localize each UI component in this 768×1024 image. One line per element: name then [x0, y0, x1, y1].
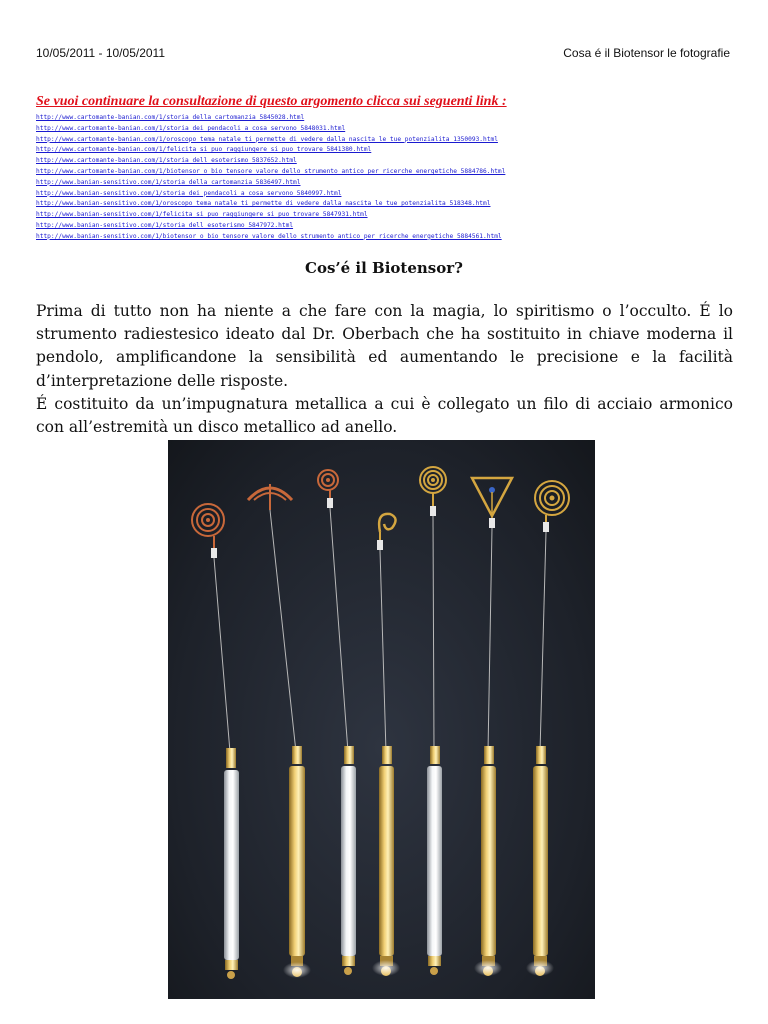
- related-link[interactable]: http://www.cartomante-banian.com/1/storia_dei_pendacoli_a_cosa_servono_5848031.html: [36, 124, 346, 132]
- article-title: Cos’é il Biotensor?: [305, 259, 463, 277]
- list-item: [36, 156, 738, 167]
- article-paragraph: É costituito da un’impugnatura metallica a cui è collegato un filo di acciaio armonico con all’estremità un disco metallico ad anello.: [36, 394, 733, 437]
- list-item: [36, 189, 738, 200]
- list-item: [36, 210, 738, 221]
- list-item: [36, 221, 738, 232]
- related-links-intro: Se vuoi continuare la consultazione di questo argomento clicca sui seguenti link :: [36, 94, 507, 109]
- list-item: [36, 232, 738, 243]
- biotensor-3: [318, 470, 356, 975]
- related-link[interactable]: http://www.cartomante-banian.com/1/storia_della_cartomanzia_5845028.html: [36, 114, 305, 121]
- page-header: [36, 46, 730, 60]
- biotensor-4: [372, 514, 400, 976]
- list-item: [36, 113, 738, 124]
- biotensor-2: [248, 484, 311, 978]
- list-item: [36, 135, 738, 146]
- biotensor-1: [192, 504, 239, 979]
- related-link[interactable]: http://www.banian-sensitivo.com/1/storia_dell_esoterismo_5847972.html: [36, 221, 294, 229]
- biotensor-photo: [168, 440, 595, 999]
- article-body: [36, 300, 733, 439]
- related-link[interactable]: http://www.cartomante-banian.com/1/felicita_si_puo_raggiungere_si_puo_trovare_5841380.html: [36, 146, 372, 154]
- related-links-section: [36, 94, 738, 243]
- article-paragraph: Prima di tutto non ha niente a che fare con la magia, lo spiritismo o l’occulto. É lo strumento radiestesico ideato dal Dr. Oberbach che ha sostituito in chiave moderna il pendolo, amplificandone la sensibilità ed aumentando le precisione e la facilità d’interpretazione delle risposte.: [36, 302, 733, 390]
- list-item: [36, 167, 738, 178]
- date-range: 10/05/2011 - 10/05/2011: [36, 46, 165, 60]
- related-link[interactable]: http://www.cartomante-banian.com/1/biotensor_o_bio_tensore_valore_dello_strumento_antico_per_ricerche_energetiche_5884786.html: [36, 167, 506, 175]
- related-links-list: [36, 113, 738, 243]
- biotensor-5: [420, 467, 446, 975]
- related-link[interactable]: http://www.banian-sensitivo.com/1/biotensor_o_bio_tensore_valore_dello_strumento_antico_per_ricerche_energetiche_5884561.html: [36, 232, 502, 240]
- related-link[interactable]: http://www.banian-sensitivo.com/1/storia_della_cartomanzia_5836497.html: [36, 178, 301, 186]
- related-link[interactable]: http://www.banian-sensitivo.com/1/storia_dei_pendacoli_a_cosa_servono_5840997.html: [36, 189, 342, 197]
- biotensor-6: [472, 478, 512, 976]
- related-link[interactable]: http://www.banian-sensitivo.com/1/felicita_si_puo_raggiungere_si_puo_trovare_5847931.html: [36, 211, 368, 219]
- related-link[interactable]: http://www.cartomante-banian.com/1/oroscopo_tema_natale_ti_permette_di_vedere_dalla_nascita_le_tue_potenzialita_1350093.html: [36, 135, 498, 143]
- document-title: Cosa é il Biotensor le fotografie: [563, 46, 730, 60]
- biotensor-illustration: [168, 440, 595, 999]
- list-item: [36, 199, 738, 210]
- related-link[interactable]: http://www.cartomante-banian.com/1/storia_dell_esoterismo_5837652.html: [36, 157, 297, 165]
- list-item: [36, 124, 738, 135]
- biotensor-7: [526, 481, 569, 976]
- related-link[interactable]: http://www.banian-sensitivo.com/1/oroscopo_tema_natale_ti_permette_di_vedere_dalla_nascita_le_tue_potenzialita_518348.html: [36, 200, 491, 208]
- list-item: [36, 145, 738, 156]
- list-item: [36, 178, 738, 189]
